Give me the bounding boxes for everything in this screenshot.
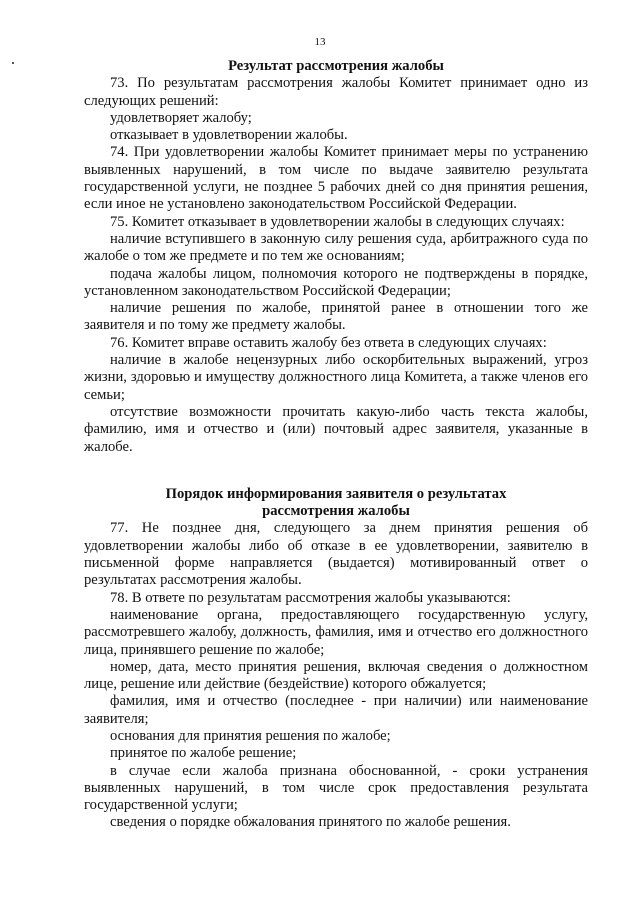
section-gap: [84, 456, 588, 486]
paragraph: в случае если жалоба признана обоснованной, - сроки устранения выявленных нарушений, в том числе срок предоставления результата государственной услуги;: [84, 762, 588, 814]
paragraph: отказывает в удовлетворении жалобы.: [110, 127, 348, 144]
paragraph: удовлетворяет жалобу;: [110, 109, 252, 126]
paragraph: 73. По результатам рассмотрения жалобы Комитет принимает одно из следующих решений:: [84, 75, 588, 109]
section-heading-informing-line2: рассмотрения жалобы: [262, 503, 410, 520]
paragraph: наличие вступившего в законную силу решения суда, арбитражного суда по жалобе о том же предмете и по тем же основаниям;: [84, 230, 588, 265]
paragraph: 76. Комитет вправе оставить жалобу без ответа в следующих случаях:: [110, 334, 547, 351]
paragraph: 74. При удовлетворении жалобы Комитет принимает меры по устранению выявленных нарушений, в том числе по выдаче заявителю результата государственной услуги, не позднее 5 рабочих дней со дня принятия решения, если иное не установлено законодательством Российской Федерации.: [84, 144, 588, 213]
paragraph: отсутствие возможности прочитать какую-либо часть текста жалобы, фамилию, имя и отчество и (или) почтовый адрес заявителя, указанные в жалобе.: [84, 403, 588, 455]
paragraph: 77. Не позднее дня, следующего за днем принятия решения об удовлетворении жалобы либо об отказе в ее удовлетворении, заявителю в письменной форме направляется (выдается) мотивированный ответ о результатах рассмотрения жалобы.: [84, 520, 588, 589]
paragraph: наименование органа, предоставляющего государственную услугу, рассмотревшего жалобу, должность, фамилия, имя и отчество его должностного лица, принявшего решение по жалобе;: [84, 606, 588, 658]
page-number: 13: [314, 36, 326, 48]
paragraph: наличие решения по жалобе, принятой ранее в отношении того же заявителя и по тому же предмету жалобы.: [84, 300, 588, 334]
section-heading-informing-line1: Порядок информирования заявителя о результатах: [165, 485, 507, 502]
paragraph: основания для принятия решения по жалобе;: [110, 727, 391, 744]
section-heading-result: Результат рассмотрения жалобы: [228, 58, 444, 74]
paragraph: подача жалобы лицом, полномочия которого не подтверждены в порядке, установленном законодательством Российской Федерации;: [84, 265, 588, 299]
document-body: [84, 58, 588, 832]
paragraph: принятое по жалобе решение;: [110, 745, 297, 762]
paragraph: 75. Комитет отказывает в удовлетворении жалобы в следующих случаях:: [110, 213, 565, 230]
paragraph: номер, дата, место принятия решения, включая сведения о должностном лице, решение или действие (бездействие) которого обжалуется;: [84, 658, 588, 693]
paragraph: сведения о порядке обжалования принятого по жалобе решения.: [110, 814, 511, 831]
paragraph: наличие в жалобе нецензурных либо оскорбительных выражений, угроз жизни, здоровью и имуществу должностного лица Комитета, а также членов его семьи;: [84, 352, 588, 403]
paragraph: 78. В ответе по результатам рассмотрения жалобы указываются:: [110, 589, 511, 606]
paragraph: фамилия, имя и отчество (последнее - при наличии) или наименование заявителя;: [84, 693, 588, 727]
scan-speck: [12, 62, 14, 64]
